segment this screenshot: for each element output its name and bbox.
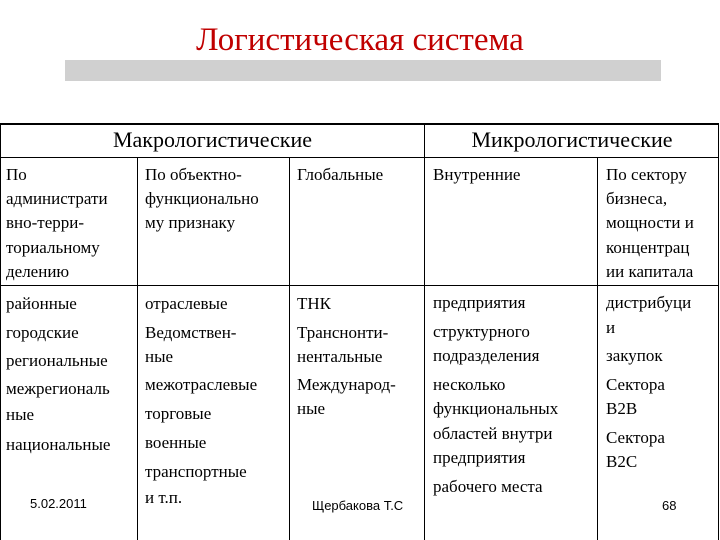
item-line: межрегиональ — [6, 379, 110, 398]
footer-page-number: 68 — [662, 498, 677, 513]
item-line: межотраслевые — [145, 375, 258, 394]
footer-author: Щербакова Т.С — [312, 498, 404, 513]
criterion-line: ии капитала — [606, 261, 694, 281]
item-line: структурного — [433, 321, 530, 341]
item-line: ные — [145, 347, 174, 366]
criterion-cell-2 — [145, 163, 259, 236]
item-line: подразделения — [433, 346, 540, 365]
slide-title: Логистическая система — [196, 22, 524, 58]
item-line: и т.п. — [145, 488, 183, 507]
criterion-line: му признаку — [145, 213, 236, 233]
criterion-cell-5 — [606, 163, 694, 284]
item-line: региональные — [6, 351, 108, 370]
item-line: ТНК — [297, 294, 331, 313]
header-micro: Микрологистические — [471, 127, 673, 152]
criterion-cell-4 — [433, 163, 520, 187]
item-line: предприятия — [433, 448, 526, 467]
items-cell-2 — [145, 291, 257, 511]
criterion-line: По — [6, 165, 27, 184]
item-line: Транснонти- — [297, 323, 389, 342]
item-line: ные — [6, 405, 35, 424]
item-line: областей внутри — [433, 423, 553, 443]
items-cell-1 — [6, 291, 110, 458]
item-line: городские — [6, 323, 79, 342]
criterion-line: Внутренние — [433, 165, 521, 184]
column-divider-4 — [597, 157, 598, 540]
item-line: ные — [297, 399, 326, 418]
item-line: дистрибуци — [606, 293, 692, 312]
item-line: функциональных — [433, 399, 559, 418]
item-line: Международ- — [297, 375, 396, 394]
criterion-line: По сектору — [606, 165, 687, 184]
item-line: торговые — [145, 404, 212, 423]
row-divider — [0, 285, 719, 286]
column-divider-1 — [137, 157, 138, 540]
item-line: Ведомствен- — [145, 323, 237, 342]
criterion-line: вно-терри- — [6, 213, 85, 233]
column-divider-macro-micro — [424, 124, 425, 540]
item-line: B2B — [606, 399, 638, 418]
item-line: районные — [6, 294, 77, 313]
item-line: рабочего места — [433, 476, 543, 496]
items-cell-4 — [433, 291, 558, 499]
items-cell-5 — [606, 291, 691, 475]
item-line: национальные — [6, 435, 111, 454]
criterion-line: делению — [6, 261, 70, 281]
footer-date: 5.02.2011 — [30, 496, 87, 511]
criterion-line: бизнеса, — [606, 189, 668, 209]
item-line: несколько — [433, 374, 506, 394]
criterion-line: концентрац — [606, 237, 690, 257]
item-line: отраслевые — [145, 294, 228, 313]
item-line: закупок — [606, 346, 663, 365]
criterion-line: По объектно- — [145, 165, 242, 184]
item-line: транспортные — [145, 462, 247, 481]
item-line: и — [606, 317, 616, 337]
header-macro: Макрологистические — [112, 127, 313, 152]
item-line: Сектора — [606, 374, 665, 394]
criterion-cell-1 — [6, 163, 108, 284]
criterion-line: администрати — [6, 189, 108, 209]
criterion-line: мощности и — [606, 213, 694, 233]
item-line: военные — [145, 433, 207, 452]
criterion-line: ториальному — [6, 237, 100, 257]
item-line: предприятия — [433, 293, 526, 312]
header-divider — [0, 157, 719, 158]
criterion-line: Глобальные — [297, 165, 384, 184]
item-line: Сектора — [606, 427, 665, 447]
title-underline-bar — [65, 60, 661, 81]
column-divider-2 — [289, 157, 290, 540]
criterion-cell-3 — [297, 163, 383, 187]
item-line: нентальные — [297, 347, 383, 366]
item-line: B2C — [606, 452, 638, 471]
items-cell-3 — [297, 291, 396, 422]
criterion-line: функционально — [145, 189, 259, 209]
